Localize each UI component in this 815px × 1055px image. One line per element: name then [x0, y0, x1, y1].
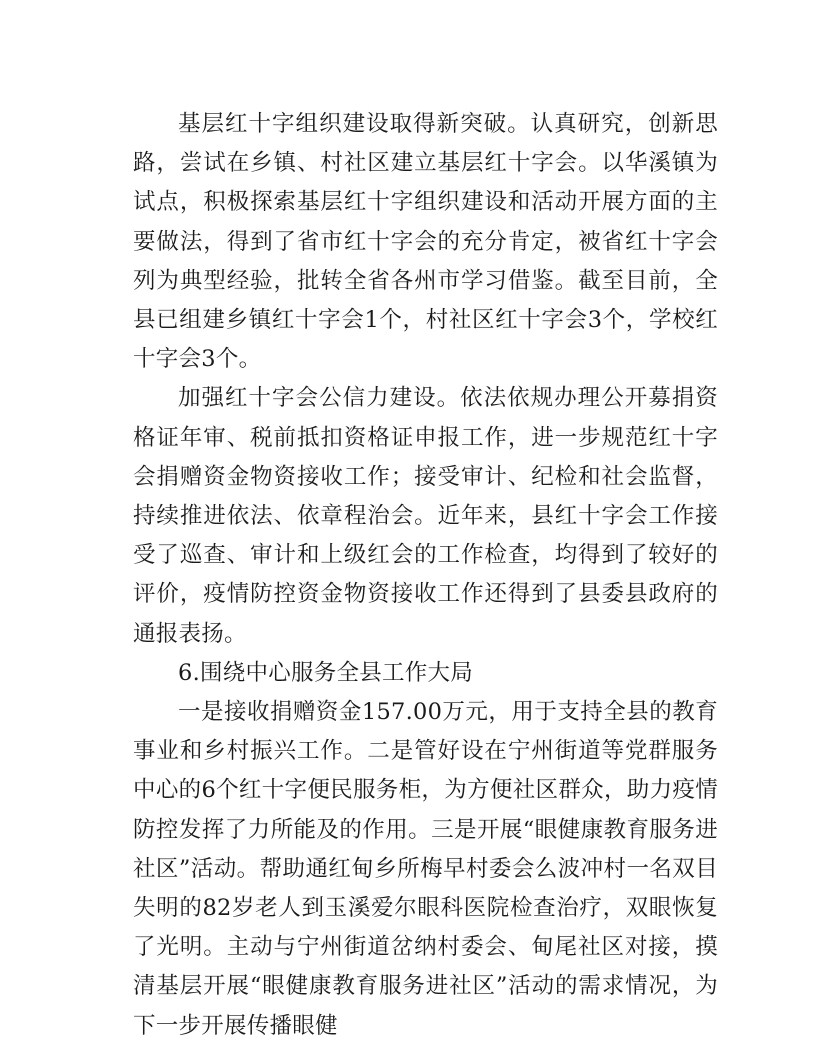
paragraph-grassroots-organization: 基层红十字组织建设取得新突破。认真研究，创新思路，尝试在乡镇、村社区建立基层红十字会。以华溪镇为试点，积极探索基层红十字组织建设和活动开展方面的主要做法，得到了省市红十字会的充分肯定，被省红十字会列为典型经验，批转全省各州市学习借鉴。截至目前，全县已组建乡镇红十字会1个，村社区红十字会3个，学校红十字会3个。	[133, 111, 718, 373]
paragraph-service-overall: 一是接收捐赠资金157.00万元，用于支持全县的教育事业和乡村振兴工作。二是管好设在宁州街道等党群服务中心的6个红十字便民服务柜，为方便社区群众，助力疫情防控发挥了力所能及的作用。三是开展“眼健康教育服务进社区”活动。帮助通红甸乡所梅早村委会么波冲村一名双目失明的82岁老人到玉溪爱尔眼科医院检查治疗，双眼恢复了光明。主动与宁州街道岔纳村委会、甸尾社区对接，摸清基层开展“眼健康教育服务进社区”活动的需求情况，为下一步开展传播眼健	[133, 699, 718, 1039]
paragraph-credibility-building: 加强红十字会公信力建设。依法依规办理公开募捐资格证年审、税前抵扣资格证申报工作，进一步规范红十字会捐赠资金物资接收工作；接受审计、纪检和社会监督，持续推进依法、依章程治会。近年来，县红十字会工作接受了巡查、审计和上级红会的工作检查，均得到了较好的评价，疫情防控资金物资接收工作还得到了县委县政府的通报表扬。	[133, 385, 718, 647]
document-body	[133, 105, 718, 1046]
section-heading: 6.围绕中心服务全县工作大局	[178, 659, 473, 686]
